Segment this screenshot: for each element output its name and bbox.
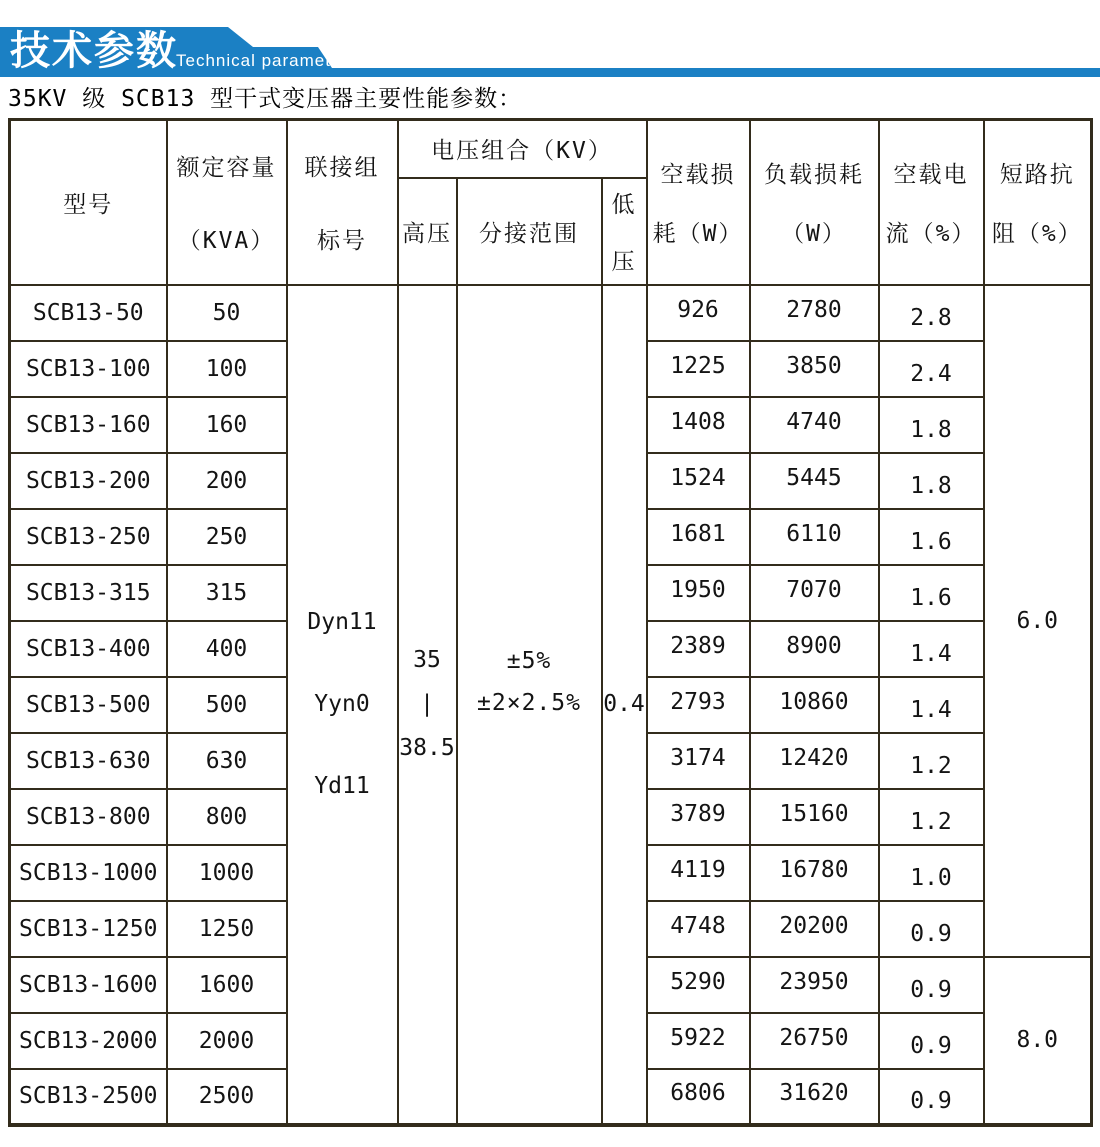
header-no-load-loss-line1: 空载损: [660, 162, 736, 189]
model-cell: SCB13-250: [10, 509, 167, 565]
header-tap-range: 分接范围: [457, 178, 602, 285]
table-caption: 35KV 级 SCB13 型干式变压器主要性能参数：: [8, 86, 523, 112]
model-cell: SCB13-200: [10, 453, 167, 509]
no-load-loss-cell: 5922: [647, 1013, 750, 1069]
load-loss-cell: 4740: [750, 397, 879, 453]
no-load-current-cell: 1.6: [879, 565, 984, 621]
header-load-loss-line2: （W）: [781, 221, 847, 248]
header-no-load-current-line1: 空载电: [893, 162, 969, 189]
no-load-loss-cell: 4119: [647, 845, 750, 901]
header-model: 型号: [10, 120, 167, 285]
header-row-1: [10, 120, 1092, 178]
hv-voltage-line2: |: [420, 691, 434, 717]
load-loss-cell: 8900: [750, 621, 879, 677]
header-no-load-loss-line2: 耗（W）: [652, 221, 744, 248]
header-connection: [287, 120, 398, 285]
capacity-cell: 1000: [167, 845, 287, 901]
no-load-loss-cell: 3174: [647, 733, 750, 789]
parameter-table: [8, 118, 1093, 1127]
header-capacity-line2: （KVA）: [177, 228, 276, 255]
header-no-load-current-line2: 流（%）: [885, 221, 977, 248]
capacity-cell: 1250: [167, 901, 287, 957]
capacity-cell: 315: [167, 565, 287, 621]
capacity-cell: 160: [167, 397, 287, 453]
no-load-loss-cell: 5290: [647, 957, 750, 1013]
no-load-current-cell: 0.9: [879, 957, 984, 1013]
tap-range-line1: ±5%: [506, 648, 552, 674]
header-lv-char1: 低: [611, 192, 637, 218]
model-cell: SCB13-100: [10, 341, 167, 397]
no-load-current-cell: 1.4: [879, 677, 984, 733]
capacity-cell: 200: [167, 453, 287, 509]
no-load-loss-cell: 6806: [647, 1069, 750, 1125]
capacity-cell: 250: [167, 509, 287, 565]
header-lv-char2: 压: [611, 249, 637, 275]
model-cell: SCB13-1000: [10, 845, 167, 901]
impedance-cell-8: 8.0: [984, 957, 1092, 1125]
model-cell: SCB13-50: [10, 285, 167, 341]
table-row: [10, 285, 1092, 341]
no-load-current-cell: 0.9: [879, 1013, 984, 1069]
load-loss-cell: 20200: [750, 901, 879, 957]
header-impedance-line1: 短路抗: [999, 162, 1075, 189]
load-loss-cell: 2780: [750, 285, 879, 341]
load-loss-cell: 10860: [750, 677, 879, 733]
hv-voltage-line3: 38.5: [399, 735, 455, 761]
header-impedance: [984, 120, 1092, 285]
capacity-cell: 50: [167, 285, 287, 341]
load-loss-cell: 26750: [750, 1013, 879, 1069]
no-load-loss-cell: 926: [647, 285, 750, 341]
hv-voltage-line1: 35: [413, 647, 441, 673]
no-load-current-cell: 1.6: [879, 509, 984, 565]
no-load-loss-cell: 1225: [647, 341, 750, 397]
load-loss-cell: 5445: [750, 453, 879, 509]
model-cell: SCB13-1250: [10, 901, 167, 957]
header-capacity: [167, 120, 287, 285]
capacity-cell: 1600: [167, 957, 287, 1013]
banner-title: 技术参数: [10, 29, 178, 73]
header-impedance-line2: 阻（%）: [991, 221, 1083, 248]
no-load-loss-cell: 1408: [647, 397, 750, 453]
capacity-cell: 800: [167, 789, 287, 845]
load-loss-cell: 31620: [750, 1069, 879, 1125]
no-load-current-cell: 1.0: [879, 845, 984, 901]
connection-group-dyn11: Dyn11: [307, 609, 377, 635]
header-load-loss: [750, 120, 879, 285]
capacity-cell: 100: [167, 341, 287, 397]
load-loss-cell: 23950: [750, 957, 879, 1013]
model-cell: SCB13-2000: [10, 1013, 167, 1069]
connection-group-yd11: Yd11: [314, 773, 370, 799]
load-loss-cell: 6110: [750, 509, 879, 565]
header-lv: [602, 178, 647, 285]
no-load-loss-cell: 2389: [647, 621, 750, 677]
no-load-current-cell: 0.9: [879, 901, 984, 957]
header-voltage-group: 电压组合（KV）: [398, 120, 647, 178]
tap-range-line2: ±2×2.5%: [477, 690, 581, 716]
no-load-current-cell: 2.8: [879, 285, 984, 341]
model-cell: SCB13-2500: [10, 1069, 167, 1125]
no-load-current-cell: 1.2: [879, 789, 984, 845]
no-load-loss-cell: 1681: [647, 509, 750, 565]
load-loss-cell: 15160: [750, 789, 879, 845]
capacity-cell: 400: [167, 621, 287, 677]
model-cell: SCB13-630: [10, 733, 167, 789]
capacity-cell: 630: [167, 733, 287, 789]
no-load-loss-cell: 1950: [647, 565, 750, 621]
header-hv: 高压: [398, 178, 457, 285]
connection-group-yyn0: Yyn0: [314, 691, 370, 717]
no-load-loss-cell: 1524: [647, 453, 750, 509]
header-no-load-current: [879, 120, 984, 285]
no-load-loss-cell: 2793: [647, 677, 750, 733]
model-cell: SCB13-400: [10, 621, 167, 677]
load-loss-cell: 7070: [750, 565, 879, 621]
no-load-current-cell: 1.8: [879, 453, 984, 509]
no-load-current-cell: 2.4: [879, 341, 984, 397]
model-cell: SCB13-1600: [10, 957, 167, 1013]
header-capacity-line1: 额定容量: [176, 155, 277, 182]
model-cell: SCB13-800: [10, 789, 167, 845]
header-connection-line2: 标号: [317, 228, 367, 255]
no-load-current-cell: 1.2: [879, 733, 984, 789]
impedance-cell-6: 6.0: [984, 285, 1092, 957]
banner-subtitle: Technical parameter: [176, 51, 349, 70]
load-loss-cell: 12420: [750, 733, 879, 789]
load-loss-cell: 16780: [750, 845, 879, 901]
connection-group-cell: [287, 285, 398, 1125]
header-load-loss-line1: 负载损耗: [764, 162, 864, 189]
model-cell: SCB13-500: [10, 677, 167, 733]
capacity-cell: 2500: [167, 1069, 287, 1125]
capacity-cell: 500: [167, 677, 287, 733]
no-load-current-cell: 1.8: [879, 397, 984, 453]
no-load-loss-cell: 3789: [647, 789, 750, 845]
lv-voltage-cell: 0.4: [602, 285, 647, 1125]
tap-range-cell: [457, 285, 602, 1125]
no-load-current-cell: 1.4: [879, 621, 984, 677]
capacity-cell: 2000: [167, 1013, 287, 1069]
hv-voltage-cell: [398, 285, 457, 1125]
model-cell: SCB13-160: [10, 397, 167, 453]
header-connection-line1: 联接组: [304, 155, 380, 182]
model-cell: SCB13-315: [10, 565, 167, 621]
load-loss-cell: 3850: [750, 341, 879, 397]
header-no-load-loss: [647, 120, 750, 285]
no-load-current-cell: 0.9: [879, 1069, 984, 1125]
no-load-loss-cell: 4748: [647, 901, 750, 957]
